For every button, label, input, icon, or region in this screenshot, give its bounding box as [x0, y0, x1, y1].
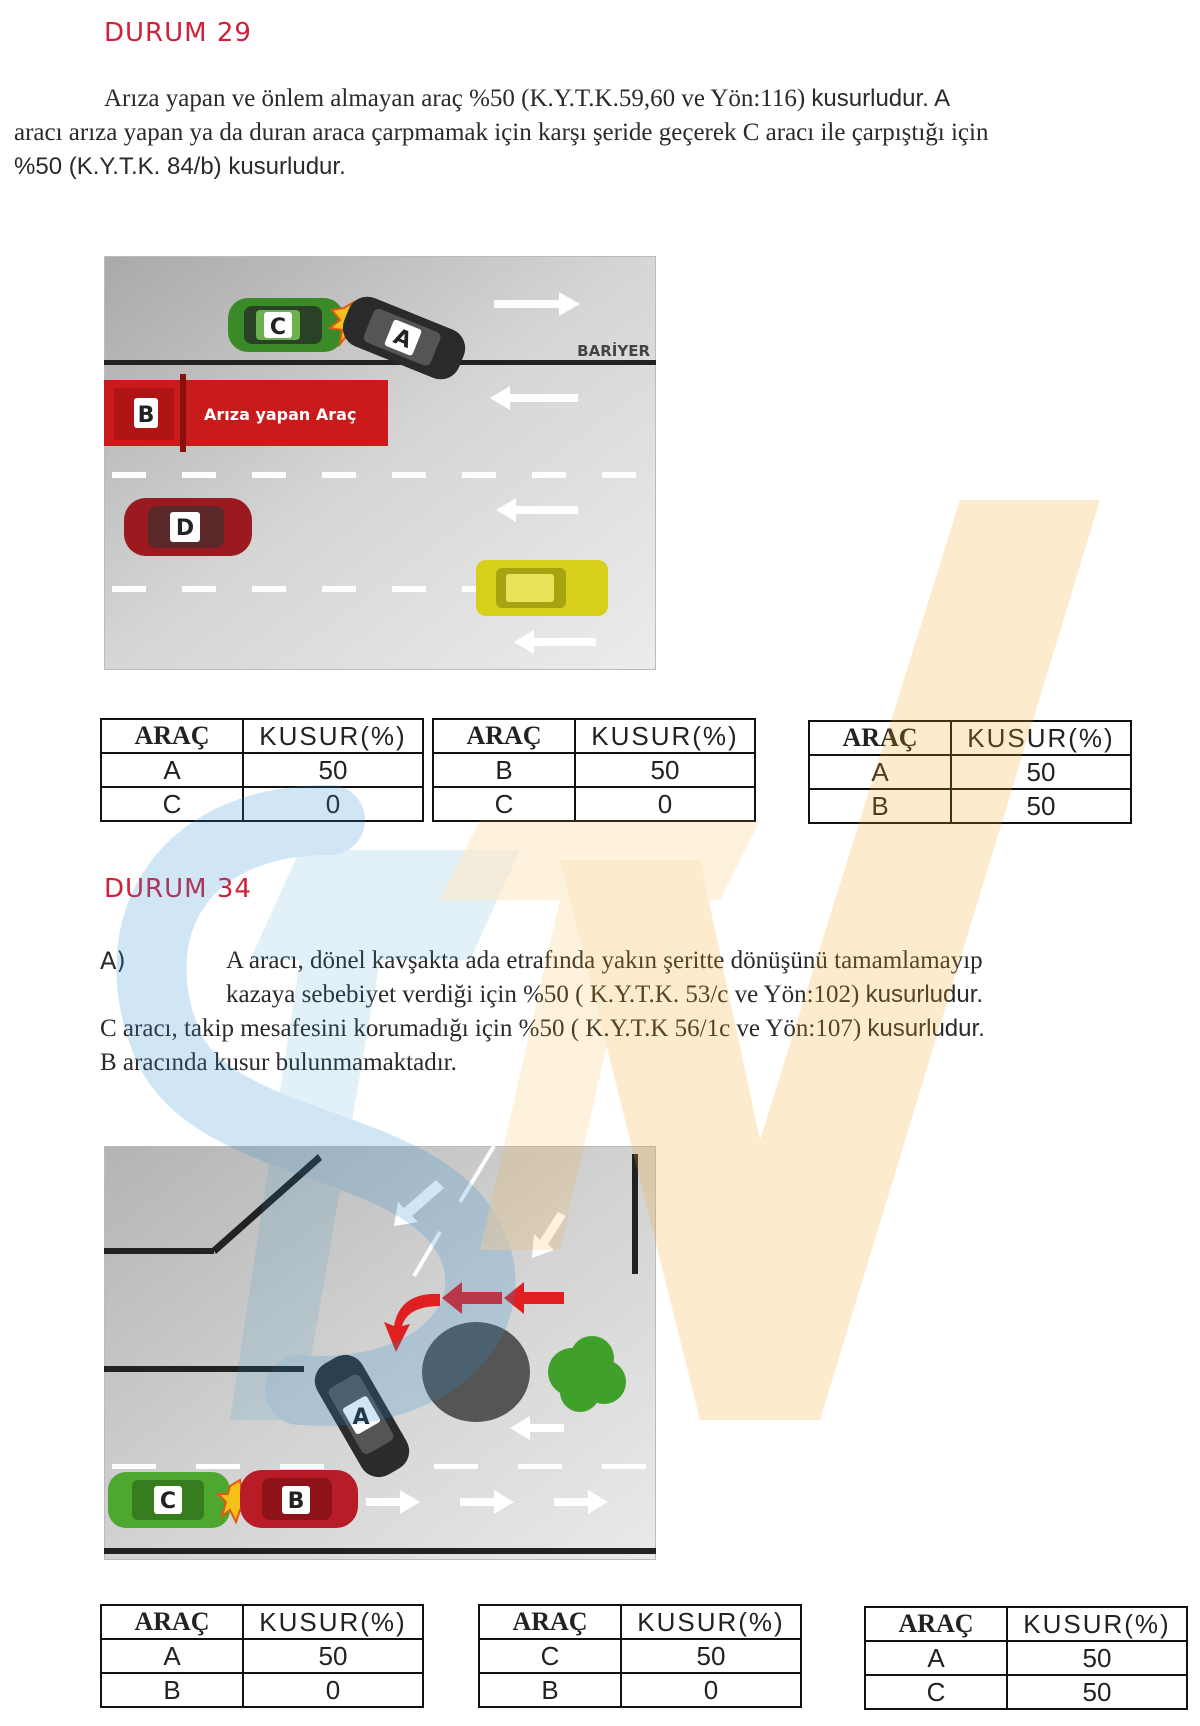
case-34-line-1: A aracı, dönel kavşakta ada etrafında yakın şeritte dönüşünü tamamlamayıp [226, 947, 983, 974]
case-34-roundabout-diagram [104, 1146, 656, 1560]
table-row: C 0 [101, 787, 423, 821]
table-header-fault: KUSUR(%) [1007, 1607, 1187, 1641]
case-29-line-2: aracı arıza yapan ya da duran araca çarpmamak için karşı şeride geçerek C aracı ile çarpıştığı için [14, 119, 989, 146]
table-header-vehicle: ARAÇ [865, 1607, 1007, 1641]
table-row: B 50 [809, 789, 1131, 823]
barrier-line [104, 360, 656, 365]
table-header-vehicle: ARAÇ [479, 1605, 621, 1639]
case-34-line-2-text: kazaya sebebiyet verdiği için %50 ( K.Y.T.K. 53/c ve Yön:102) [226, 981, 860, 1008]
case-34-line-2 [226, 978, 983, 1012]
table-row: A 50 [101, 753, 423, 787]
case-34-fault-table-2 [478, 1604, 802, 1708]
car-d-red [124, 498, 252, 556]
case-29-line-1-verdict: kusurludur. A [811, 85, 951, 112]
table-row: A 50 [101, 1639, 423, 1673]
table-header-fault: KUSUR(%) [951, 721, 1131, 755]
svg-text:B: B [287, 1489, 305, 1514]
case-29-heading: DURUM 29 [104, 18, 252, 48]
case-34-line-2-verdict: kusurludur. [865, 981, 984, 1008]
case-34-line-3 [100, 1012, 985, 1046]
table-header-fault: KUSUR(%) [243, 1605, 423, 1639]
case-29-accident-diagram [104, 256, 656, 670]
case-34-line-3-text: C aracı, takip mesafesini korumadığı için %50 ( K.Y.T.K 56/1c ve Yön:107) [100, 1015, 862, 1042]
car-c-green [228, 298, 344, 352]
svg-text:C: C [269, 315, 287, 340]
case-34-item-label: A) [100, 947, 126, 975]
svg-text:B: B [137, 403, 155, 428]
barrier-label: BARİYER [577, 342, 650, 360]
table-row: B 0 [479, 1673, 801, 1707]
car-yellow [476, 560, 608, 616]
car-b-red [240, 1470, 358, 1528]
case-34-line-4: B aracında kusur bulunmamaktadır. [100, 1049, 457, 1076]
truck-b-red [104, 374, 388, 452]
table-row: B 50 [433, 753, 755, 787]
case-34-heading: DURUM 34 [104, 874, 252, 904]
table-header-vehicle: ARAÇ [101, 719, 243, 753]
case-29-line-1-text: Arıza yapan ve önlem almayan araç %50 (K.Y.T.K.59,60 ve Yön:116) [104, 85, 806, 112]
table-row: C 50 [479, 1639, 801, 1673]
table-row: C 0 [433, 787, 755, 821]
car-c-green [108, 1472, 230, 1528]
case-34-line-3-verdict: kusurludur. [867, 1015, 985, 1042]
case-34-fault-table-3 [864, 1606, 1188, 1710]
svg-text:Arıza yapan Araç: Arıza yapan Araç [204, 405, 357, 424]
table-header-vehicle: ARAÇ [433, 719, 575, 753]
case-29-line-3: %50 (K.Y.T.K. 84/b) kusurludur. [14, 153, 346, 180]
table-header-vehicle: ARAÇ [101, 1605, 243, 1639]
svg-text:A: A [352, 1405, 370, 1430]
case-34-fault-table-1 [100, 1604, 424, 1708]
table-header-fault: KUSUR(%) [243, 719, 423, 753]
table-header-vehicle: ARAÇ [809, 721, 951, 755]
case-29-fault-table-2 [432, 718, 756, 822]
table-row: C 50 [865, 1675, 1187, 1709]
case-29-line-1 [104, 82, 950, 116]
table-header-fault: KUSUR(%) [621, 1605, 801, 1639]
svg-text:C: C [159, 1489, 177, 1514]
case-29-fault-table-3 [808, 720, 1132, 824]
table-row: A 50 [809, 755, 1131, 789]
svg-text:A: A [389, 324, 416, 354]
svg-text:D: D [175, 516, 195, 541]
table-header-fault: KUSUR(%) [575, 719, 755, 753]
roundabout-island [422, 1322, 530, 1422]
table-row: A 50 [865, 1641, 1187, 1675]
case-29-fault-table-1 [100, 718, 424, 822]
table-row: B 0 [101, 1673, 423, 1707]
